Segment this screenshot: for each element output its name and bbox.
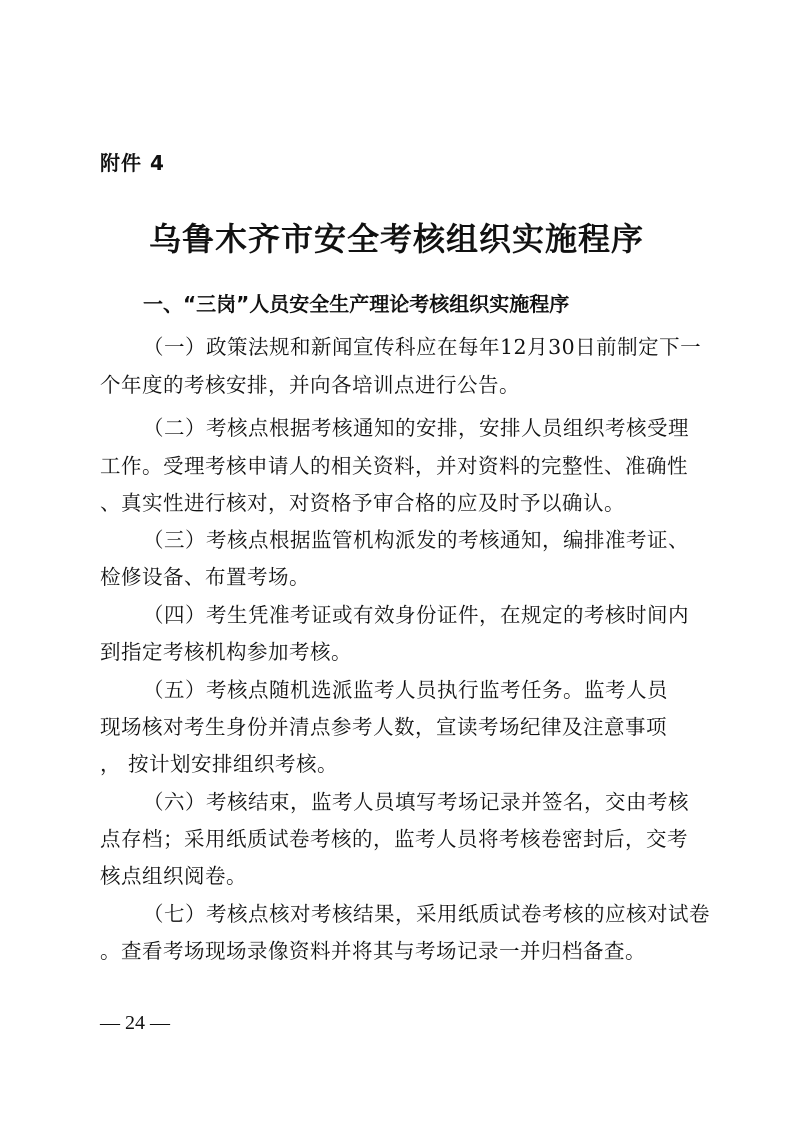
- body-line: （五）考核点随机选派监考人员执行监考任务。监考人员: [143, 678, 668, 702]
- body-line: （二）考核点根据考核通知的安排，安排人员组织考核受理: [143, 416, 689, 440]
- body-line: （三）考核点根据监管机构派发的考核通知，编排准考证、: [143, 528, 689, 552]
- body-line: （六）考核结束，监考人员填写考场记录并签名，交由考核: [143, 790, 689, 814]
- body-line: ， 按计划安排组织考核。: [100, 752, 339, 776]
- body-line: 、真实性进行核对，对资格予审合格的应及时予以确认。: [100, 491, 625, 515]
- body-line: （四）考生凭准考证或有效身份证件，在规定的考核时间内: [143, 603, 689, 627]
- body-line: 检修设备、布置考场。: [100, 565, 310, 589]
- body-line: 核点组织阅卷。: [100, 864, 247, 888]
- body-line: 工作。受理考核申请人的相关资料，并对资料的完整性、准确性: [100, 454, 688, 478]
- body-line: 点存档；采用纸质试卷考核的，监考人员将考核卷密封后，交考: [100, 827, 688, 851]
- section-heading: 一、“三岗”人员安全生产理论考核组织实施程序: [143, 292, 570, 316]
- body-line: 个年度的考核安排，并向各培训点进行公告。: [100, 373, 520, 397]
- body-line: 现场核对考生身份并清点参考人数，宣读考场纪律及注意事项: [100, 715, 667, 739]
- body-line: 。查看考场现场录像资料并将其与考场记录一并归档备查。: [100, 939, 646, 963]
- body-line: （七）考核点核对考核结果，采用纸质试卷考核的应核对试卷: [143, 902, 710, 926]
- body-line: 到指定考核机构参加考核。: [100, 640, 352, 664]
- page-number: — 24 —: [100, 1012, 170, 1034]
- body-line: （一）政策法规和新闻宣传科应在每年12月30日前制定下一: [143, 335, 702, 359]
- attachment-label: 附件 4: [100, 151, 165, 175]
- document-title: 乌鲁木齐市安全考核组织实施程序: [148, 220, 644, 258]
